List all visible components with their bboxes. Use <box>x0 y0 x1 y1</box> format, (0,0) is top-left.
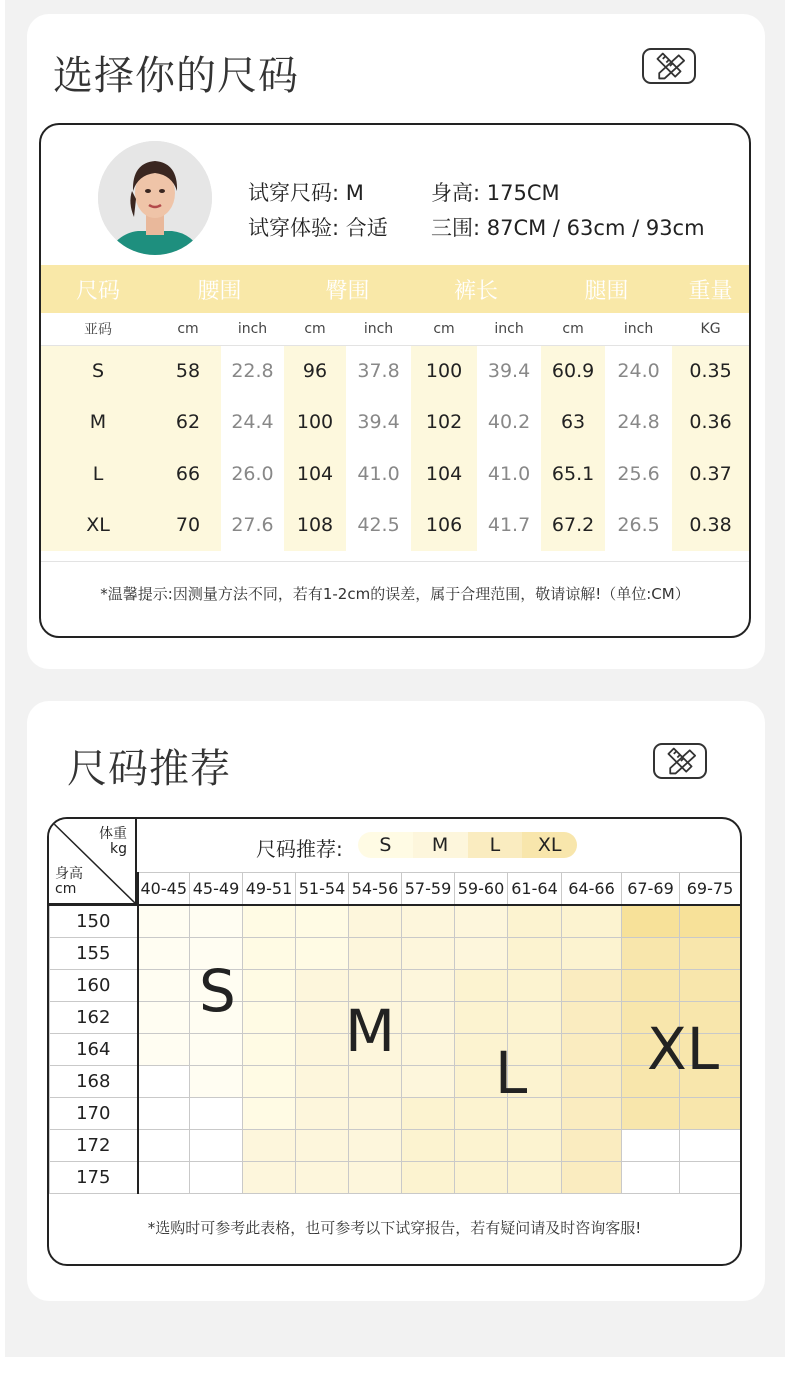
weight-range-cell: 64-66 <box>562 872 622 905</box>
zone-label-xl: XL <box>647 1015 720 1083</box>
grid-cell <box>138 1097 190 1129</box>
weight-range-cell: 40-45 <box>138 872 190 905</box>
size-value-cell: 42.5 <box>357 514 400 537</box>
grid-cell <box>402 969 455 1001</box>
grid-cell <box>622 905 680 937</box>
legend-xl: XL <box>522 832 577 858</box>
grid-cell <box>243 1129 296 1161</box>
size-value-cell: 70 <box>155 500 221 552</box>
zone-label-l: L <box>495 1039 528 1107</box>
grid-cell <box>349 1129 402 1161</box>
recommend-chart-frame <box>47 817 742 1266</box>
ruler-pencil-icon[interactable] <box>642 48 696 84</box>
grid-cell <box>296 1097 349 1129</box>
model-avatar <box>98 141 212 255</box>
grid-cell <box>190 905 243 937</box>
size-value-cell: 100 <box>411 345 477 397</box>
size-value-cell: 41.0 <box>487 462 531 485</box>
grid-cell <box>190 1097 243 1129</box>
grid-cell <box>562 937 622 969</box>
size-value-cell: 24.4 <box>231 411 274 434</box>
grid-cell <box>402 1129 455 1161</box>
size-value-cell: 65.1 <box>541 448 605 500</box>
grid-cell <box>349 1065 402 1097</box>
size-value-cell: 39.4 <box>487 360 531 382</box>
grid-cell <box>296 1001 349 1033</box>
size-value-cell: 37.8 <box>357 360 400 382</box>
grid-cell <box>562 969 622 1001</box>
size-value-cell: 26.5 <box>617 514 660 537</box>
grid-cell <box>138 1065 190 1097</box>
divider <box>41 561 749 562</box>
grid-cell <box>138 1001 190 1033</box>
weight-range-cell: 69-75 <box>680 872 741 905</box>
grid-cell <box>296 1129 349 1161</box>
grid-cell <box>622 1097 680 1129</box>
grid-cell <box>402 1065 455 1097</box>
size-value-cell: 41.7 <box>487 514 531 537</box>
weight-range-cell: 59-60 <box>455 872 508 905</box>
size-name-cell: M <box>41 397 155 449</box>
size-value-cell: 60.9 <box>541 345 605 397</box>
zone-label-s: S <box>199 957 236 1025</box>
size-note: *温馨提示:因测量方法不同，若有1-2cm的误差，属于合理范围，敬请谅解!（单位:CM） <box>100 585 690 603</box>
grid-cell <box>296 1065 349 1097</box>
grid-cell <box>190 1161 243 1193</box>
try-size-text: 试穿尺码: M <box>248 181 364 205</box>
height-cell: 162 <box>50 1001 138 1033</box>
height-row <box>50 1097 741 1129</box>
grid-cell <box>296 905 349 937</box>
weight-label: 体重 <box>99 826 127 842</box>
grid-cell <box>562 1097 622 1129</box>
size-row <box>41 345 749 397</box>
grid-cell <box>243 937 296 969</box>
grid-cell <box>402 937 455 969</box>
unit-cell: cm <box>155 313 221 345</box>
size-value-cell: 58 <box>155 345 221 397</box>
grid-cell <box>243 1065 296 1097</box>
grid-cell <box>562 905 622 937</box>
grid-cell <box>622 937 680 969</box>
height-cell: 150 <box>50 905 138 937</box>
grid-cell <box>455 969 508 1001</box>
size-value-cell: 0.38 <box>672 500 749 552</box>
size-value-cell: 24.0 <box>617 360 660 382</box>
height-cell: 175 <box>50 1161 138 1193</box>
grid-cell <box>455 937 508 969</box>
size-recommend-title: 尺码推荐 <box>67 746 231 792</box>
legend-m: M <box>413 832 468 858</box>
grid-cell <box>680 937 741 969</box>
grid-cell <box>138 1161 190 1193</box>
size-value-cell: 26.0 <box>231 462 274 485</box>
grid-cell <box>402 905 455 937</box>
size-row <box>41 397 749 449</box>
size-row <box>41 500 749 552</box>
size-value-cell: 0.37 <box>672 448 749 500</box>
unit-cell: inch <box>477 313 541 345</box>
header-waist: 腰围 <box>155 265 284 313</box>
model-height-text: 身高: 175CM <box>431 181 560 205</box>
grid-cell <box>508 1161 562 1193</box>
grid-cell <box>190 1129 243 1161</box>
grid-cell <box>622 1161 680 1193</box>
size-guide-title: 选择你的尺码 <box>53 53 299 99</box>
size-value-cell: 67.2 <box>541 500 605 552</box>
grid-cell <box>243 1033 296 1065</box>
grid-cell <box>622 969 680 1001</box>
height-cell: 155 <box>50 937 138 969</box>
grid-cell <box>622 1129 680 1161</box>
weight-range-cell: 45-49 <box>190 872 243 905</box>
unit-cell: cm <box>411 313 477 345</box>
legend-s: S <box>358 832 413 858</box>
grid-cell <box>138 905 190 937</box>
size-value-cell: 0.35 <box>672 345 749 397</box>
size-value-cell: 40.2 <box>487 411 531 434</box>
grid-cell <box>138 969 190 1001</box>
size-value-cell: 104 <box>284 448 346 500</box>
height-label: 身高 <box>55 866 83 882</box>
try-experience-text: 试穿体验: 合适 <box>248 216 388 240</box>
grid-cell <box>138 1129 190 1161</box>
grid-cell <box>680 1129 741 1161</box>
grid-corner <box>49 819 137 905</box>
size-value-cell: 108 <box>284 500 346 552</box>
size-value-cell: 63 <box>541 397 605 449</box>
grid-cell <box>680 969 741 1001</box>
grid-cell <box>243 1161 296 1193</box>
grid-cell <box>455 905 508 937</box>
size-value-cell: 22.8 <box>231 360 274 382</box>
grid-cell <box>508 969 562 1001</box>
weight-range-cell: 49-51 <box>243 872 296 905</box>
header-thigh: 腿围 <box>541 265 672 313</box>
grid-cell <box>562 1129 622 1161</box>
size-value-cell: 25.6 <box>617 462 660 485</box>
size-chart-frame <box>39 123 751 638</box>
size-name-cell: L <box>41 448 155 500</box>
grid-cell <box>508 1001 562 1033</box>
grid-cell <box>296 1161 349 1193</box>
size-value-cell: 66 <box>155 448 221 500</box>
size-legend <box>358 832 577 858</box>
grid-cell <box>402 1161 455 1193</box>
height-row <box>50 1065 741 1097</box>
unit-cell: 亚码 <box>41 313 155 345</box>
size-value-cell: 100 <box>284 397 346 449</box>
legend-l: L <box>468 832 523 858</box>
grid-cell <box>562 1033 622 1065</box>
grid-cell <box>680 1161 741 1193</box>
grid-cell <box>680 1097 741 1129</box>
weight-unit: kg <box>110 841 127 857</box>
grid-cell <box>243 969 296 1001</box>
grid-cell <box>243 905 296 937</box>
height-cell: 160 <box>50 969 138 1001</box>
unit-cell: cm <box>541 313 605 345</box>
weight-range-cell: 57-59 <box>402 872 455 905</box>
size-value-cell: 24.8 <box>617 411 660 434</box>
size-name-cell: S <box>41 345 155 397</box>
unit-cell: KG <box>672 313 749 345</box>
unit-cell: cm <box>284 313 346 345</box>
grid-cell <box>349 1161 402 1193</box>
size-row <box>41 448 749 500</box>
grid-cell <box>455 1129 508 1161</box>
size-value-cell: 39.4 <box>357 411 400 434</box>
grid-cell <box>296 1033 349 1065</box>
grid-cell <box>296 969 349 1001</box>
height-unit: cm <box>55 881 77 897</box>
grid-cell <box>455 1001 508 1033</box>
size-value-cell: 102 <box>411 397 477 449</box>
zone-label-m: M <box>345 997 396 1065</box>
grid-cell <box>402 1001 455 1033</box>
height-cell: 168 <box>50 1065 138 1097</box>
height-row <box>50 1161 741 1193</box>
size-value-cell: 104 <box>411 448 477 500</box>
header-weight: 重量 <box>672 265 749 313</box>
weight-range-cell: 67-69 <box>622 872 680 905</box>
grid-cell <box>243 1001 296 1033</box>
grid-cell <box>349 905 402 937</box>
height-cell: 172 <box>50 1129 138 1161</box>
size-value-cell: 96 <box>284 345 346 397</box>
grid-cell <box>190 1033 243 1065</box>
grid-cell <box>296 937 349 969</box>
height-cell: 170 <box>50 1097 138 1129</box>
weight-range-cell: 51-54 <box>296 872 349 905</box>
grid-cell <box>190 1065 243 1097</box>
grid-cell <box>680 905 741 937</box>
header-length: 裤长 <box>411 265 541 313</box>
grid-cell <box>508 937 562 969</box>
grid-cell <box>402 1033 455 1065</box>
size-value-cell: 62 <box>155 397 221 449</box>
grid-cell <box>562 1065 622 1097</box>
grid-cell <box>455 1161 508 1193</box>
ruler-pencil-icon[interactable] <box>653 743 707 779</box>
grid-cell <box>243 1097 296 1129</box>
header-size: 尺码 <box>41 265 155 313</box>
header-hip: 臀围 <box>284 265 411 313</box>
grid-cell <box>508 1129 562 1161</box>
model-measurements-text: 三围: 87CM / 63cm / 93cm <box>431 216 705 240</box>
size-name-cell: XL <box>41 500 155 552</box>
recommend-label: 尺码推荐: <box>256 837 343 861</box>
weight-range-cell: 61-64 <box>508 872 562 905</box>
grid-cell <box>349 937 402 969</box>
height-row <box>50 905 741 937</box>
height-row <box>50 937 741 969</box>
weight-range-cell: 54-56 <box>349 872 402 905</box>
grid-cell <box>138 1033 190 1065</box>
recommend-note: *选购时可参考此表格，也可参考以下试穿报告，若有疑问请及时咨询客服! <box>147 1219 642 1237</box>
unit-cell: inch <box>605 313 672 345</box>
size-table <box>41 265 749 551</box>
size-value-cell: 41.0 <box>357 462 400 485</box>
height-row <box>50 1129 741 1161</box>
grid-cell <box>138 937 190 969</box>
grid-cell <box>562 1001 622 1033</box>
grid-cell <box>562 1161 622 1193</box>
size-value-cell: 106 <box>411 500 477 552</box>
grid-cell <box>349 1097 402 1129</box>
grid-cell <box>402 1097 455 1129</box>
size-value-cell: 0.36 <box>672 397 749 449</box>
units-row <box>41 313 749 345</box>
unit-cell: inch <box>221 313 284 345</box>
unit-cell: inch <box>346 313 411 345</box>
grid-cell <box>508 905 562 937</box>
size-value-cell: 27.6 <box>231 514 274 537</box>
height-cell: 164 <box>50 1033 138 1065</box>
